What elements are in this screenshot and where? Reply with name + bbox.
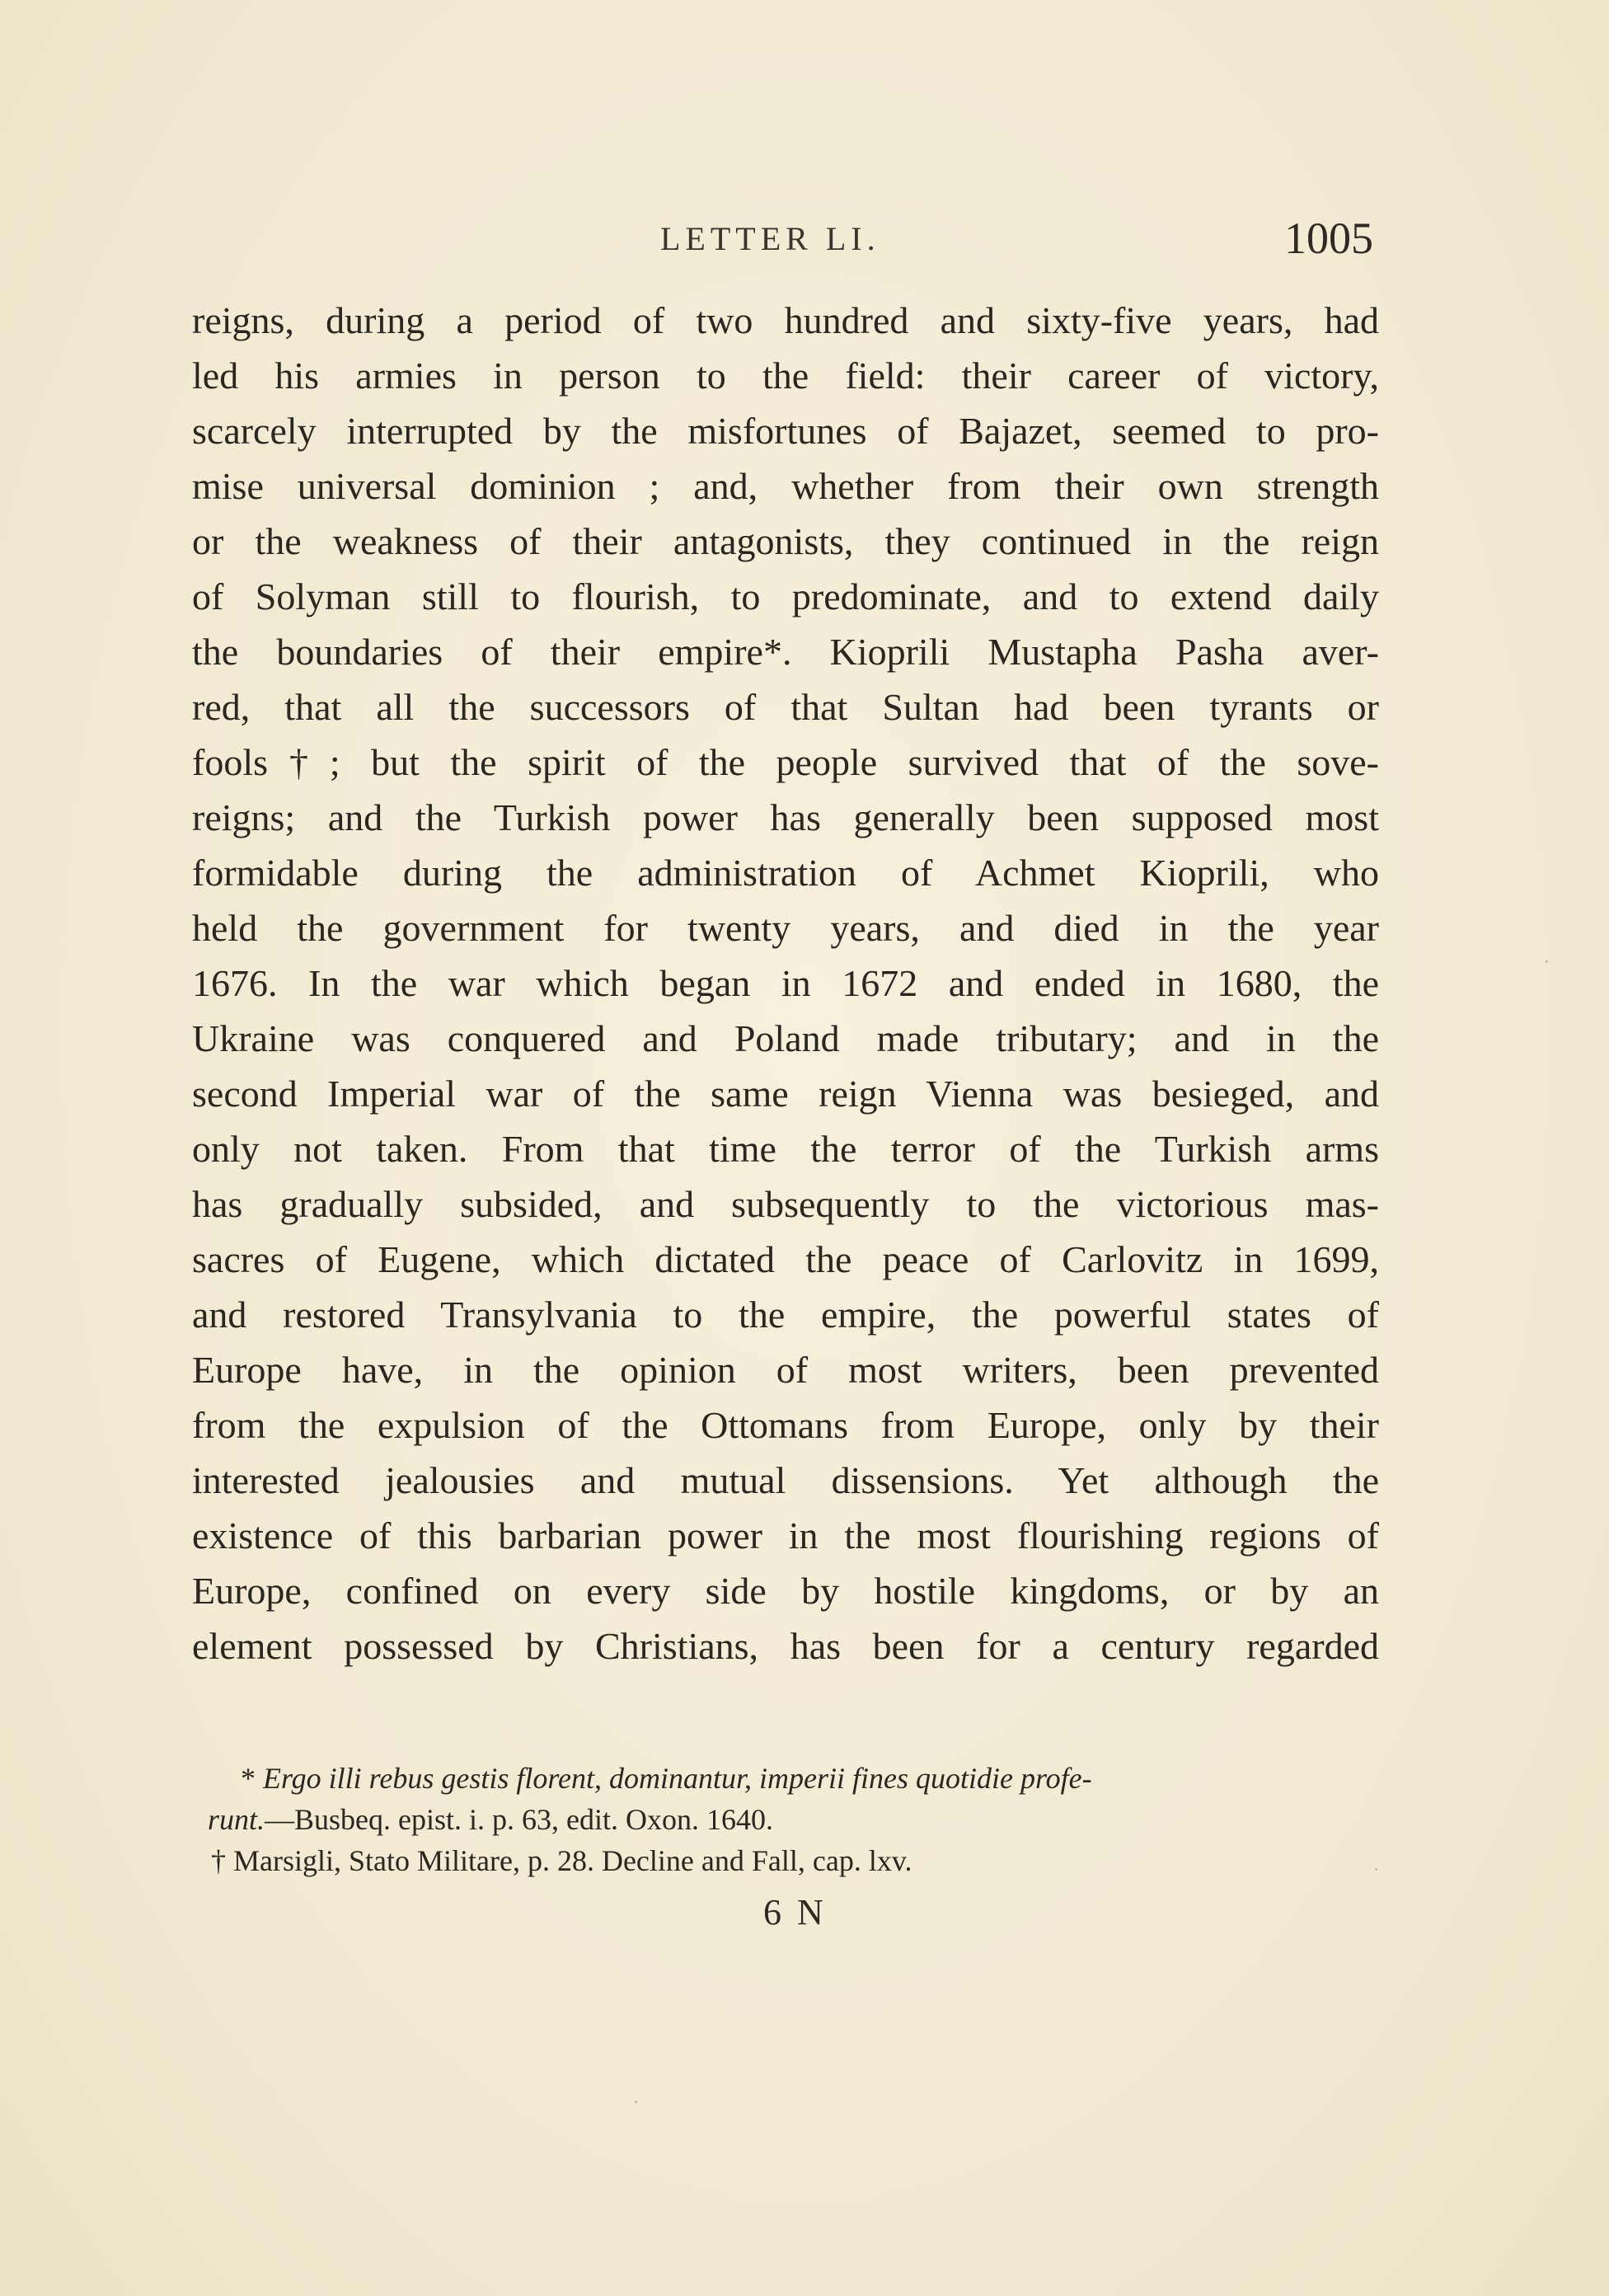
body-line: Europe have, in the opinion of most writers, been prevented (192, 1349, 1379, 1391)
body-line: mise universal dominion ; and, whether from their own strength (192, 465, 1379, 507)
body-line: interested jealousies and mutual dissensions. Yet although the (192, 1459, 1379, 1501)
body-line: sacres of Eugene, which dictated the peace of Carlovitz in 1699, (192, 1238, 1379, 1280)
footnotes (208, 1758, 1378, 1881)
body-text (192, 293, 1379, 1674)
footnote-2: † Marsigli, Stato Militare, p. 28. Decline and Fall, cap. lxv. (211, 1844, 912, 1877)
footnote-latin-quote: Ergo illi rebus gestis florent, dominantur, imperii fines quotidie profe- (263, 1762, 1092, 1795)
body-line: 1676. In the war which began in 1672 and ended in 1680, the (192, 962, 1379, 1004)
footnote-latin-quote-end: runt. (208, 1803, 265, 1836)
page-header (195, 213, 1373, 262)
paper-speck (1375, 1868, 1377, 1871)
body-line: or the weakness of their antagonists, they continued in the reign (192, 520, 1379, 562)
body-line: from the expulsion of the Ottomans from Europe, only by their (192, 1404, 1379, 1446)
body-line: fools†; but the spirit of the people survived that of the sove- (192, 741, 1379, 783)
page-number: 1005 (1284, 214, 1373, 263)
body-line: has gradually subsided, and subsequently to the victorious mas- (192, 1183, 1379, 1225)
body-line: existence of this barbarian power in the most flourishing regions of (192, 1514, 1379, 1556)
footnote-mark: * (241, 1762, 256, 1795)
body-line: only not taken. From that time the terror of the Turkish arms (192, 1128, 1379, 1170)
running-head: LETTER LI. (660, 220, 880, 257)
body-line: and restored Transylvania to the empire, the powerful states of (192, 1294, 1379, 1336)
body-line: of Solyman still to flourish, to predominate, and to extend daily (192, 575, 1379, 617)
footnote-1 (208, 1758, 1378, 1799)
body-line: held the government for twenty years, and died in the year (192, 907, 1379, 949)
body-line: element possessed by Christians, has been for a century regarded (192, 1625, 1379, 1667)
signature-mark: 6 N (763, 1892, 827, 1932)
body-line: Ukraine was conquered and Poland made tributary; and in the (192, 1017, 1379, 1059)
paper-speck (1546, 960, 1548, 963)
body-line: formidable during the administration of Achmet Kioprili, who (192, 852, 1379, 894)
footnote-1-continued (208, 1799, 1378, 1840)
body-line: second Imperial war of the same reign Vienna was besieged, and (192, 1073, 1379, 1115)
footnote-citation: —Busbeq. epist. i. p. 63, edit. Oxon. 1640. (265, 1803, 773, 1836)
paper-speck (635, 2101, 637, 2103)
body-line: scarcely interrupted by the misfortunes of Bajazet, seemed to pro- (192, 410, 1379, 452)
body-line: led his armies in person to the field: their career of victory, (192, 354, 1379, 397)
body-line: reigns; and the Turkish power has generally been supposed most (192, 796, 1379, 838)
body-line: reigns, during a period of two hundred and sixty-five years, had (192, 299, 1379, 341)
body-line: red, that all the successors of that Sultan had been tyrants or (192, 686, 1379, 728)
body-line: Europe, confined on every side by hostile kingdoms, or by an (192, 1570, 1379, 1612)
body-line: the boundaries of their empire*. Kioprili Mustapha Pasha aver- (192, 631, 1379, 673)
